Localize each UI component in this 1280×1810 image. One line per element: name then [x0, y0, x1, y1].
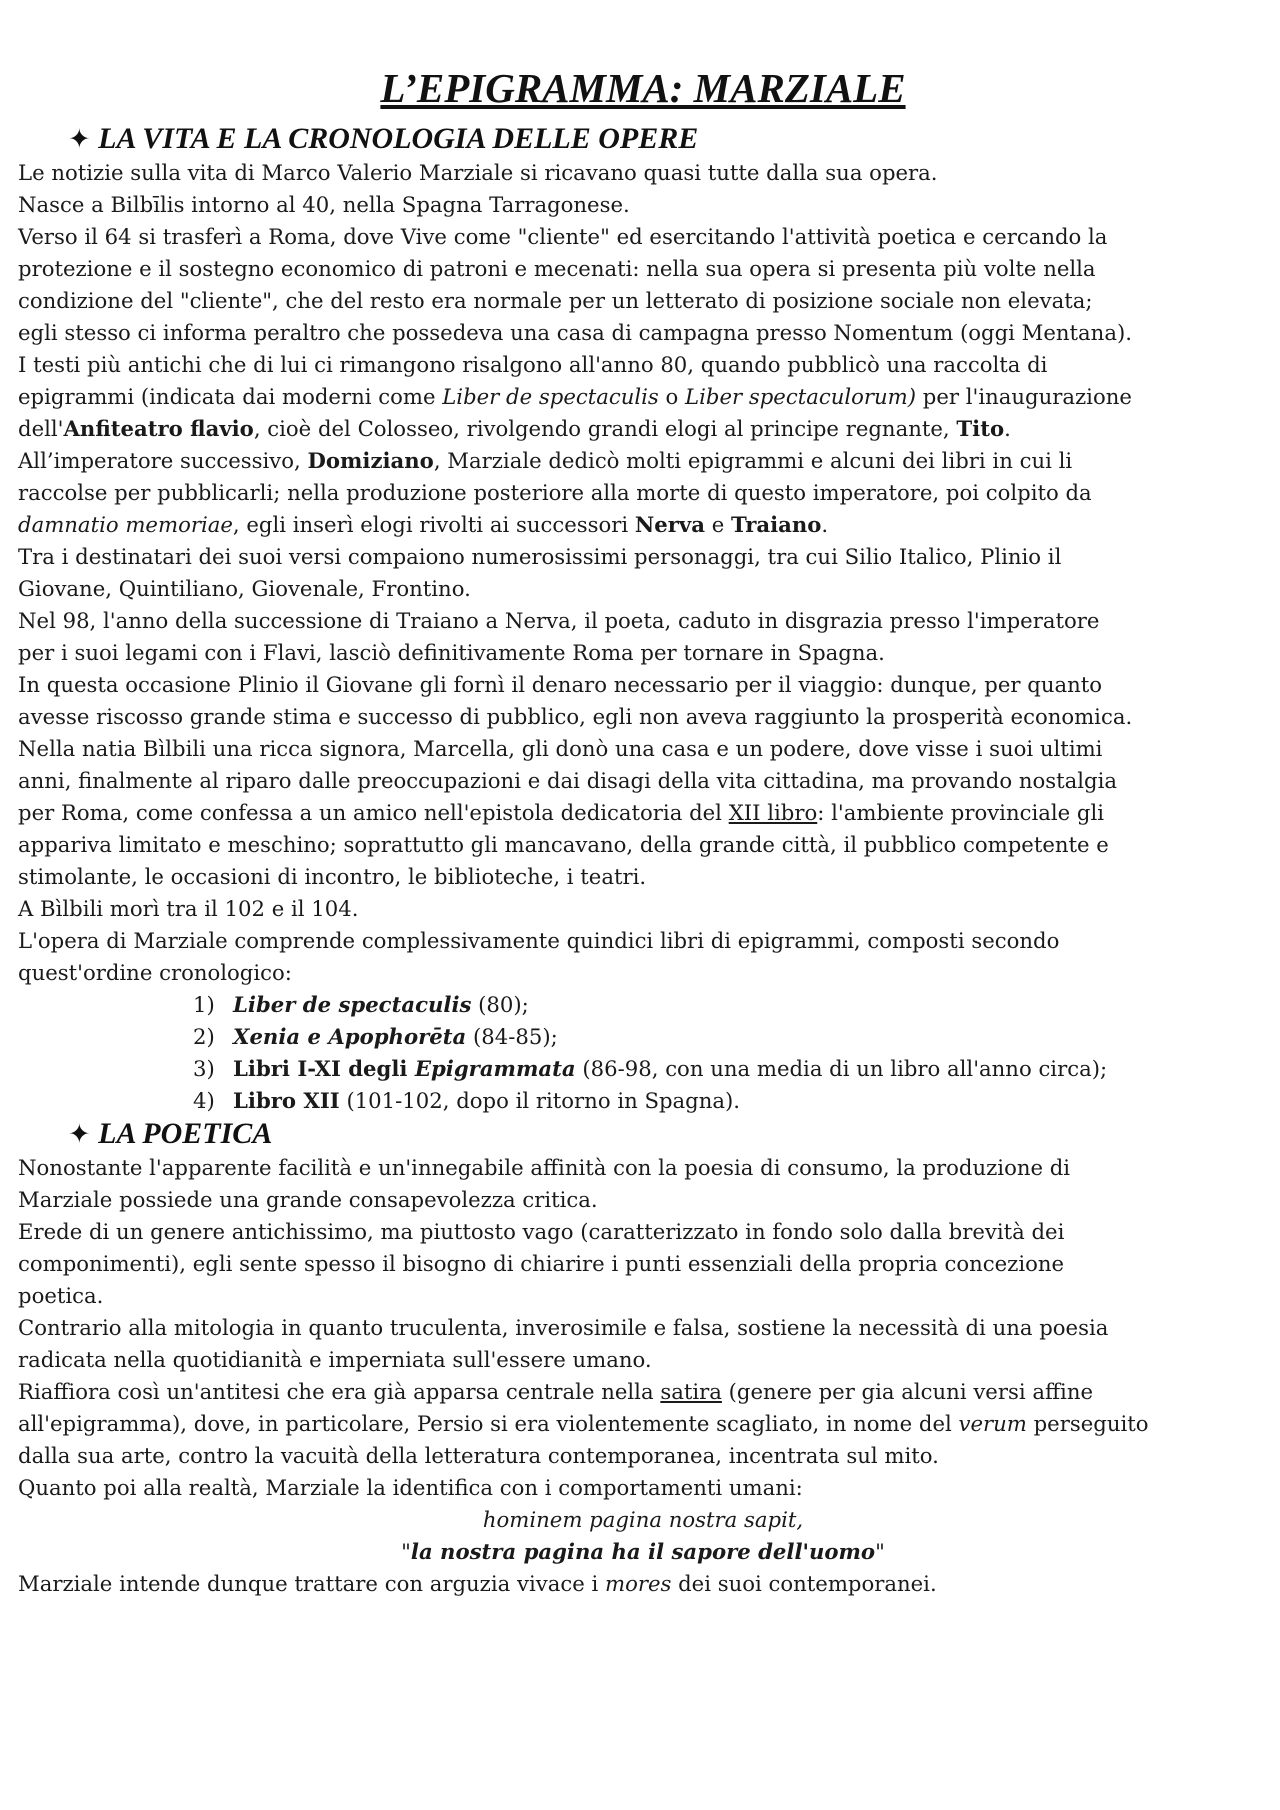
text-line: [18, 1568, 1268, 1600]
text-line: [18, 509, 1268, 541]
text-line: A Bìlbili morì tra il 102 e il 104.: [18, 896, 359, 921]
text-line: egli stesso ci informa peraltro che possedeva una casa di campagna presso Nomentum (oggi Mentana).: [18, 320, 1132, 345]
text-line: appariva limitato e meschino; soprattutto gli mancavano, della grande città, il pubblico competente e: [18, 832, 1109, 857]
text-line: poetica.: [18, 1283, 104, 1308]
text-run: per Roma, come confessa a un amico nell'epistola dedicatoria del: [18, 800, 729, 825]
text-line: stimolante, le occasioni di incontro, le biblioteche, i teatri.: [18, 864, 647, 889]
section-heading-text: LA VITA E LA CRONOLOGIA DELLE OPERE: [98, 122, 699, 155]
document-page: [18, 62, 1268, 1600]
italic-term: Liber de spectaculis: [442, 384, 659, 409]
text-run: , Marziale dedicò molti epigrammi e alcuni dei libri in cui li: [433, 448, 1073, 473]
bold-term: Anfiteatro flavio: [63, 416, 254, 441]
work-detail: (86-98, con una media di un libro all'anno circa);: [575, 1056, 1108, 1081]
work-detail: (84-85);: [466, 1024, 558, 1049]
text-line: Le notizie sulla vita di Marco Valerio Marziale si ricavano quasi tutte dalla sua opera.: [18, 160, 938, 185]
text-run: dei suoi contemporanei.: [671, 1571, 937, 1596]
italic-term: damnatio memoriae: [18, 512, 233, 537]
list-number: 2): [193, 1024, 215, 1049]
work-detail: (80);: [471, 992, 529, 1017]
italic-term: verum: [958, 1411, 1027, 1436]
quote-translation: [18, 1536, 1268, 1568]
list-item: [18, 989, 1268, 1021]
text-line: Tra i destinatari dei suoi versi compaiono numerosissimi personaggi, tra cui Silio Italico, Plinio il: [18, 544, 1062, 569]
italic-term: mores: [604, 1571, 672, 1596]
star-bullet-icon: ✦: [68, 124, 91, 155]
text-line: Quanto poi alla realtà, Marziale la identifica con i comportamenti umani:: [18, 1475, 803, 1500]
text-line: [18, 1408, 1268, 1440]
text-line: avesse riscosso grande stima e successo di pubblico, egli non aveva raggiunto la prosperità economica.: [18, 704, 1133, 729]
text-run: Marziale intende dunque trattare con arguzia vivace i: [18, 1571, 605, 1596]
text-line: protezione e il sostegno economico di patroni e mecenati: nella sua opera si presenta più volte nella: [18, 256, 1096, 281]
text-line: I testi più antichi che di lui ci rimangono risalgono all'anno 80, quando pubblicò una raccolta di: [18, 352, 1048, 377]
text-line: per i suoi legami con i Flavi, lasciò definitivamente Roma per tornare in Spagna.: [18, 640, 885, 665]
text-run: o: [658, 384, 686, 409]
text-run: e: [704, 512, 731, 537]
text-line: Nel 98, l'anno della successione di Traiano a Nerva, il poeta, caduto in disgrazia presso l'imperatore: [18, 608, 1100, 633]
text-line: Contrario alla mitologia in quanto truculenta, inverosimile e falsa, sostiene la necessità di una poesia: [18, 1315, 1109, 1340]
text-run: .: [1004, 416, 1011, 441]
text-line: raccolse per pubblicarli; nella produzione posteriore alla morte di questo imperatore, poi colpito da: [18, 480, 1092, 505]
text-run: perseguito: [1026, 1411, 1149, 1436]
text-line: dalla sua arte, contro la vacuità della letteratura contemporanea, incentrata sul mito.: [18, 1443, 939, 1468]
quote-mark: ": [401, 1539, 411, 1564]
section-heading-text: LA POETICA: [98, 1117, 273, 1150]
latin-quote: hominem pagina nostra sapit,: [482, 1507, 804, 1532]
text-run: .: [821, 512, 829, 537]
work-detail: (101-102, dopo il ritorno in Spagna).: [339, 1088, 741, 1113]
text-line: componimenti), egli sente spesso il bisogno di chiarire i punti essenziali della propria concezione: [18, 1251, 1065, 1276]
text-line: Nonostante l'apparente facilità e un'innegabile affinità con la poesia di consumo, la produzione di: [18, 1155, 1071, 1180]
text-run: (genere per gia alcuni versi affine: [721, 1379, 1094, 1404]
work-title-italic: Epigrammata: [414, 1056, 576, 1081]
text-run: , cioè del Colosseo, rivolgendo grandi elogi al principe regnante,: [253, 416, 957, 441]
text-run: All’imperatore successivo,: [18, 448, 308, 473]
text-line: Erede di un genere antichissimo, ma piuttosto vago (caratterizzato in fondo solo dalla brevità dei: [18, 1219, 1065, 1244]
bold-term: Tito: [956, 416, 1005, 441]
text-line: [18, 413, 1268, 445]
text-line: Marziale possiede una grande consapevolezza critica.: [18, 1187, 598, 1212]
works-list: [18, 989, 1268, 1117]
section-heading-poetica: [18, 1117, 1268, 1152]
work-title: Xenia e Apophorēta: [233, 1024, 467, 1049]
section-body-vita: [18, 157, 1268, 1117]
underlined-term: satira: [660, 1379, 722, 1404]
text-line: L'opera di Marziale comprende complessivamente quindici libri di epigrammi, composti secondo: [18, 928, 1060, 953]
text-run: all'epigramma), dove, in particolare, Persio si era violentemente scagliato, in nome del: [18, 1411, 959, 1436]
list-item: [18, 1085, 1268, 1117]
list-item: [18, 1053, 1268, 1085]
text-line: [18, 1376, 1268, 1408]
work-title: Libro XII: [233, 1088, 340, 1113]
text-line: Giovane, Quintiliano, Giovenale, Frontino.: [18, 576, 471, 601]
text-run: epigrammi (indicata dai moderni come: [18, 384, 443, 409]
quote-mark: ": [875, 1539, 885, 1564]
page-title: L’EPIGRAMMA: MARZIALE: [380, 65, 906, 111]
work-title: Libri I-XI degli: [233, 1056, 415, 1081]
section-body-poetica: [18, 1152, 1268, 1600]
text-run: , egli inserì elogi rivolti ai successori: [232, 512, 635, 537]
list-number: 4): [193, 1088, 215, 1113]
text-line: In questa occasione Plinio il Giovane gli fornì il denaro necessario per il viaggio: dunque, per quanto: [18, 672, 1103, 697]
text-line: condizione del "cliente", che del resto era normale per un letterato di posizione sociale non elevata;: [18, 288, 1093, 313]
text-line: anni, finalmente al riparo dalle preoccupazioni e dai disagi della vita cittadina, ma provando nostalgia: [18, 768, 1118, 793]
bold-term: Domiziano: [307, 448, 434, 473]
text-run: : l'ambiente provinciale gli: [817, 800, 1105, 825]
text-run: Riaffiora così un'antitesi che era già apparsa centrale nella: [18, 1379, 661, 1404]
list-number: 1): [193, 992, 215, 1017]
text-run: per l'inaugurazione: [916, 384, 1132, 409]
list-number: 3): [193, 1056, 215, 1081]
italic-term: Liber spectaculorum): [685, 384, 917, 409]
list-item: [18, 1021, 1268, 1053]
text-line: Verso il 64 si trasferì a Roma, dove Vive come "cliente" ed esercitando l'attività poetica e cercando la: [18, 224, 1108, 249]
section-heading-vita: [18, 122, 1268, 157]
text-line: Nella natia Bìlbili una ricca signora, Marcella, gli donò una casa e un podere, dove visse i suoi ultimi: [18, 736, 1103, 761]
star-bullet-icon: ✦: [68, 1119, 91, 1150]
text-line: [18, 381, 1268, 413]
text-line: radicata nella quotidianità e imperniata sull'essere umano.: [18, 1347, 652, 1372]
text-line: Nasce a Bilbīlis intorno al 40, nella Spagna Tarragonese.: [18, 192, 630, 217]
quote-text: la nostra pagina ha il sapore dell'uomo: [410, 1539, 876, 1564]
text-run: dell': [18, 416, 64, 441]
text-line: quest'ordine cronologico:: [18, 960, 292, 985]
bold-term: Traiano: [730, 512, 822, 537]
bold-term: Nerva: [634, 512, 705, 537]
text-line: [18, 797, 1268, 829]
work-title: Liber de spectaculis: [233, 992, 472, 1017]
text-line: [18, 445, 1268, 477]
underlined-term: XII libro: [728, 800, 818, 825]
